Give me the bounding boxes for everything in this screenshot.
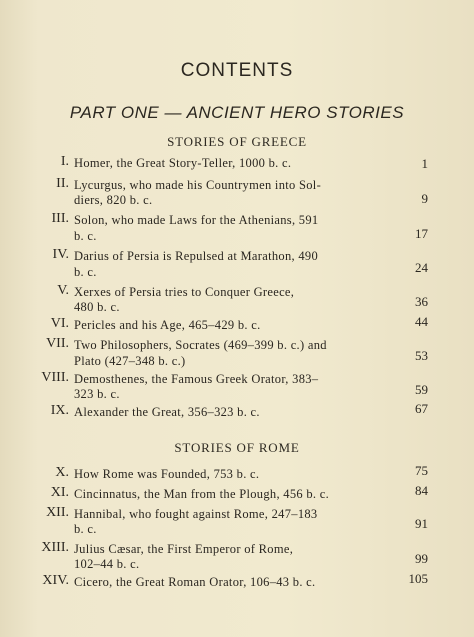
entry-title: Cicero, the Great Roman Orator, 106–43 b. c. — [74, 575, 316, 589]
entry-page: 17 — [415, 226, 428, 241]
entry-title: Demosthenes, the Famous Greek Orator, 383– — [74, 372, 319, 386]
entry-number: I. — [60, 154, 69, 169]
entry-title-continued: 323 b. c. — [74, 387, 120, 401]
entry-number: VI. — [50, 316, 69, 331]
entry-title-continued: diers, 820 b. c. — [74, 193, 153, 207]
entry-title-continued: Plato (427–348 b. c.) — [74, 354, 186, 368]
entry-number: IV. — [52, 247, 69, 262]
entry-page: 99 — [415, 551, 428, 566]
entry-title: Lycurgus, who made his Countrymen into Sol- — [74, 178, 322, 192]
entry-page: 53 — [415, 348, 428, 363]
entry-title-continued: b. c. — [74, 265, 97, 279]
entry-page: 1 — [421, 156, 428, 171]
entry-number: IX. — [50, 403, 69, 418]
entry-number: XI. — [50, 485, 69, 500]
entry-title: Hannibal, who fought against Rome, 247–183 — [74, 507, 318, 521]
entry-title: Homer, the Great Story-Teller, 1000 b. c. — [74, 156, 292, 170]
entry-title: Alexander the Great, 356–323 b. c. — [74, 405, 260, 419]
entry-title: Pericles and his Age, 465–429 b. c. — [74, 318, 261, 332]
entry-page: 105 — [408, 571, 428, 586]
entry-title: Solon, who made Laws for the Athenians, 591 — [74, 213, 319, 227]
entry-title: Cincinnatus, the Man from the Plough, 456 b. c. — [74, 487, 330, 501]
contents-heading: CONTENTS — [180, 60, 294, 81]
entry-number: XII. — [46, 505, 69, 520]
entry-title: How Rome was Founded, 753 b. c. — [74, 467, 260, 481]
part-heading: PART ONE — ANCIENT HERO STORIES — [69, 103, 405, 122]
entry-title-continued: b. c. — [74, 229, 97, 243]
entry-title: Julius Cæsar, the First Emperor of Rome, — [74, 542, 294, 556]
entry-title: Darius of Persia is Repulsed at Marathon, 490 — [74, 249, 319, 263]
entry-page: 75 — [415, 463, 428, 478]
entry-number: II. — [56, 176, 69, 191]
entry-number: XIV. — [42, 573, 69, 588]
entry-page: 91 — [415, 516, 428, 531]
entry-title: Xerxes of Persia tries to Conquer Greece, — [74, 285, 295, 299]
section-title-greece: STORIES OF GREECE — [167, 134, 307, 149]
entry-title-continued: 480 b. c. — [74, 300, 120, 314]
entry-page: 59 — [415, 382, 428, 397]
entry-number: VII. — [46, 336, 69, 351]
entry-page: 24 — [415, 260, 428, 275]
entry-title-continued: b. c. — [74, 522, 97, 536]
entry-number: III. — [51, 211, 69, 226]
entry-page: 67 — [415, 401, 428, 416]
entry-number: V. — [57, 283, 69, 298]
entry-number: VIII. — [41, 370, 69, 385]
entry-title: Two Philosophers, Socrates (469–399 b. c.) and — [74, 338, 327, 352]
entry-page: 84 — [415, 483, 428, 498]
section-title-rome: STORIES OF ROME — [174, 440, 300, 455]
entry-page: 9 — [421, 191, 428, 206]
entry-title-continued: 102–44 b. c. — [74, 557, 140, 571]
entry-page: 36 — [415, 294, 428, 309]
entry-number: XIII. — [41, 540, 69, 555]
entry-page: 44 — [415, 314, 428, 329]
entry-number: X. — [55, 465, 69, 480]
